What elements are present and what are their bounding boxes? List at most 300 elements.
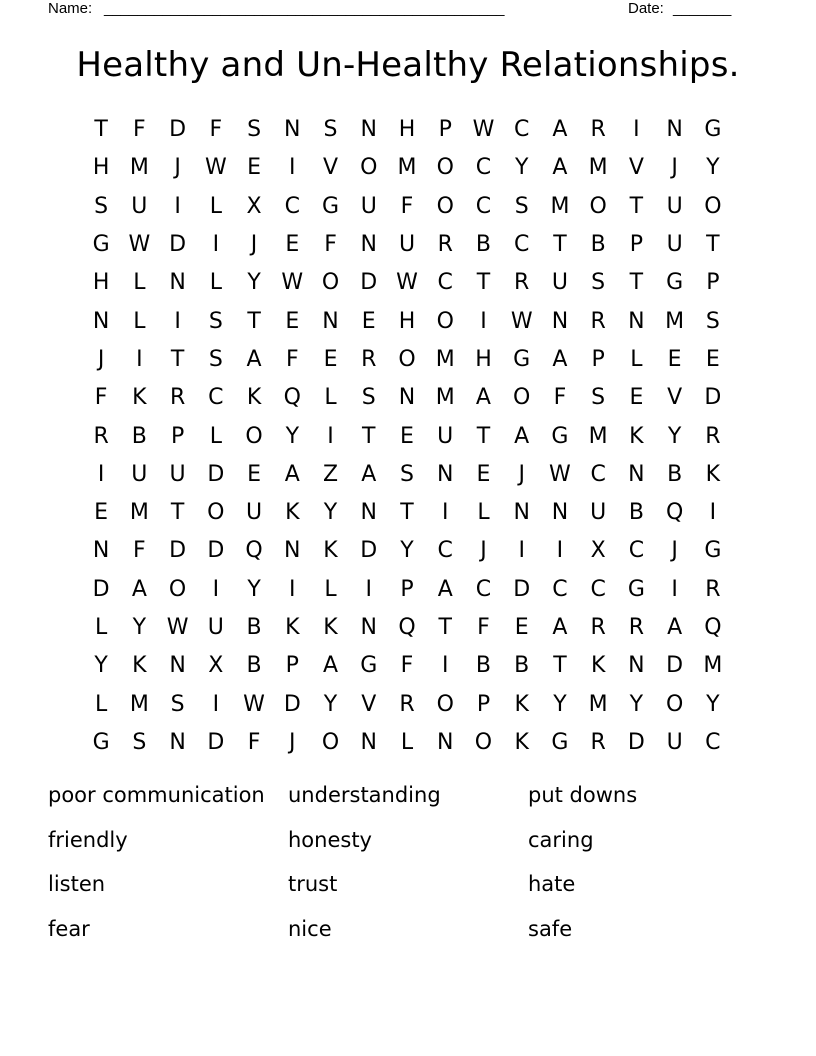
grid-letter: R: [705, 576, 721, 602]
word-list-item: safe: [528, 917, 573, 942]
grid-letter: R: [628, 615, 645, 640]
grid-row: [82, 379, 732, 417]
grid-letter: H: [92, 155, 110, 181]
grid-letter: I: [518, 538, 525, 564]
grid-row: [82, 111, 732, 149]
grid-letter: W: [128, 232, 151, 258]
grid-letter: O: [436, 193, 454, 219]
grid-letter: E: [94, 500, 109, 526]
grid-letter: M: [397, 155, 417, 181]
grid-letter: O: [360, 155, 378, 181]
grid-letter: C: [705, 729, 721, 755]
grid-letter: C: [514, 232, 530, 258]
grid-letter: A: [361, 461, 377, 487]
grid-letter: D: [283, 691, 301, 717]
grid-letter: K: [323, 615, 338, 640]
grid-letter: N: [360, 117, 377, 143]
grid-letter: L: [630, 346, 643, 372]
word-list-item: nice: [288, 917, 332, 942]
grid-letter: L: [477, 500, 490, 526]
grid-letter: K: [285, 500, 300, 526]
word-list-item: put downs: [528, 783, 638, 807]
grid-letter: V: [667, 385, 683, 411]
grid-letter: K: [705, 461, 721, 487]
grid-letter: B: [514, 653, 530, 679]
grid-letter: N: [322, 308, 339, 334]
grid-letter: T: [553, 232, 567, 258]
grid-letter: W: [243, 691, 265, 717]
grid-letter: P: [629, 232, 644, 258]
grid-letter: O: [168, 576, 187, 602]
grid-letter: U: [666, 193, 683, 219]
grid-letter: T: [553, 653, 567, 679]
grid-letter: E: [400, 423, 414, 449]
grid-letter: D: [360, 270, 378, 296]
grid-letter: A: [246, 346, 262, 372]
grid-letter: F: [133, 538, 146, 564]
grid-letter: H: [398, 117, 416, 143]
grid-letter: L: [324, 576, 337, 602]
grid-letter: P: [706, 270, 720, 296]
grid-letter: F: [477, 615, 490, 640]
grid-row: [82, 188, 732, 226]
grid-letter: M: [588, 155, 608, 181]
grid-letter: A: [552, 346, 568, 372]
grid-letter: H: [398, 308, 416, 334]
grid-letter: W: [472, 117, 495, 143]
grid-letter: I: [441, 653, 449, 679]
header: [48, 0, 748, 20]
grid-letter: R: [514, 270, 530, 296]
grid-letter: P: [476, 691, 491, 717]
grid-letter: S: [208, 346, 223, 372]
grid-letter: O: [245, 423, 263, 449]
grid-letter: S: [247, 117, 262, 143]
grid-letter: O: [321, 729, 340, 755]
grid-letter: C: [475, 576, 492, 602]
grid-letter: O: [321, 270, 340, 296]
grid-letter: W: [510, 308, 533, 334]
grid-letter: G: [551, 729, 569, 755]
grid-letter: O: [589, 193, 607, 219]
grid-row: [82, 647, 732, 685]
grid-letter: Y: [247, 576, 261, 602]
grid-letter: B: [667, 461, 683, 487]
name-line: ________________________________________________: [104, 0, 505, 17]
grid-letter: N: [360, 729, 377, 755]
grid-letter: R: [399, 691, 415, 717]
grid-letter: Y: [323, 691, 338, 717]
grid-letter: G: [92, 232, 110, 258]
grid-letter: Y: [285, 423, 300, 449]
word-list-item: understanding: [288, 783, 441, 807]
word-list-item: honesty: [288, 827, 372, 852]
grid-letter: K: [590, 653, 606, 679]
grid-letter: A: [284, 461, 300, 487]
grid-letter: J: [671, 538, 678, 564]
grid-letter: L: [324, 385, 337, 411]
grid-letter: G: [704, 538, 722, 564]
grid-letter: F: [285, 346, 299, 372]
grid-letter: E: [476, 461, 491, 487]
grid-letter: M: [435, 346, 455, 372]
grid-letter: K: [132, 385, 147, 411]
letter-grid: [82, 111, 732, 762]
grid-letter: S: [94, 193, 109, 219]
grid-letter: T: [170, 346, 185, 372]
grid-letter: Q: [283, 385, 301, 411]
grid-letter: D: [627, 729, 645, 755]
grid-letter: O: [704, 193, 722, 219]
grid-letter: D: [513, 576, 531, 602]
grid-row: [82, 226, 732, 264]
grid-letter: N: [551, 308, 569, 334]
grid-letter: I: [289, 576, 296, 602]
grid-letter: P: [285, 653, 299, 679]
grid-letter: L: [400, 729, 414, 755]
grid-letter: U: [666, 232, 683, 258]
grid-letter: A: [322, 653, 339, 679]
grid-letter: R: [590, 308, 606, 334]
grid-letter: U: [666, 729, 683, 755]
grid-letter: L: [133, 308, 146, 334]
grid-letter: S: [361, 385, 376, 411]
grid-letter: I: [633, 117, 640, 143]
grid-letter: T: [170, 500, 185, 526]
grid-letter: O: [474, 729, 493, 755]
word-list-item: trust: [288, 872, 338, 897]
grid-letter: N: [360, 615, 377, 640]
grid-letter: R: [705, 423, 721, 449]
grid-letter: K: [285, 615, 300, 640]
grid-letter: G: [627, 576, 645, 602]
grid-letter: A: [667, 615, 683, 640]
grid-letter: S: [132, 729, 147, 755]
grid-letter: U: [246, 500, 263, 526]
grid-letter: I: [480, 308, 487, 334]
grid-letter: M: [588, 691, 608, 717]
grid-letter: I: [365, 576, 372, 602]
grid-letter: A: [437, 576, 453, 602]
grid-letter: L: [209, 270, 222, 296]
word-list-item: poor communication: [48, 783, 265, 807]
grid-letter: E: [285, 308, 300, 334]
grid-letter: U: [398, 232, 416, 258]
grid-letter: J: [289, 729, 296, 755]
grid-letter: C: [552, 576, 568, 602]
grid-letter: J: [518, 461, 525, 487]
grid-letter: L: [209, 423, 222, 449]
grid-letter: M: [550, 193, 570, 219]
grid-letter: D: [704, 385, 722, 411]
grid-letter: R: [590, 117, 606, 143]
grid-letter: Z: [322, 461, 339, 487]
grid-row: [82, 532, 732, 570]
grid-letter: S: [170, 691, 185, 717]
grid-letter: N: [169, 729, 186, 755]
grid-letter: F: [400, 193, 414, 219]
grid-letter: J: [97, 346, 105, 372]
grid-letter: N: [513, 500, 530, 526]
grid-letter: U: [551, 270, 568, 296]
grid-letter: B: [590, 232, 606, 258]
grid-letter: E: [361, 308, 376, 334]
grid-letter: K: [514, 729, 529, 755]
grid-letter: B: [475, 232, 491, 258]
grid-letter: U: [131, 461, 148, 487]
grid-letter: V: [322, 155, 339, 181]
grid-letter: K: [246, 385, 262, 411]
grid-letter: G: [321, 193, 340, 219]
grid-letter: R: [361, 346, 377, 372]
grid-letter: J: [174, 155, 181, 181]
grid-row: [82, 685, 732, 723]
grid-letter: I: [97, 461, 105, 487]
grid-letter: T: [438, 615, 452, 640]
grid-row: [82, 724, 732, 762]
grid-letter: P: [591, 346, 605, 372]
grid-letter: T: [94, 117, 108, 143]
grid-letter: F: [400, 653, 414, 679]
grid-letter: O: [436, 155, 454, 181]
grid-letter: D: [207, 538, 225, 564]
grid-letter: C: [437, 270, 453, 296]
grid-letter: N: [169, 270, 186, 296]
word-list-item: friendly: [48, 827, 128, 852]
grid-letter: W: [396, 270, 418, 296]
grid-letter: S: [591, 270, 606, 296]
grid-letter: N: [284, 117, 301, 143]
grid-letter: N: [360, 500, 377, 526]
word-list-item: hate: [528, 872, 576, 897]
grid-letter: W: [166, 615, 189, 640]
grid-letter: S: [323, 117, 338, 143]
grid-letter: I: [174, 308, 181, 334]
word-list-item: fear: [48, 917, 90, 942]
grid-letter: T: [362, 423, 376, 449]
grid-letter: V: [628, 155, 644, 181]
grid-letter: O: [436, 691, 454, 717]
grid-letter: I: [212, 691, 220, 717]
grid-letter: U: [207, 615, 224, 640]
grid-row: [82, 302, 732, 340]
grid-letter: I: [212, 576, 220, 602]
grid-letter: C: [514, 117, 530, 143]
grid-letter: S: [208, 308, 223, 334]
grid-letter: J: [250, 232, 258, 258]
grid-letter: D: [666, 653, 684, 679]
grid-letter: A: [552, 615, 568, 640]
grid-letter: L: [94, 615, 108, 640]
grid-letter: R: [590, 729, 606, 755]
grid-letter: T: [629, 270, 644, 296]
grid-letter: D: [207, 729, 225, 755]
grid-letter: M: [129, 691, 149, 717]
grid-letter: J: [671, 155, 678, 181]
grid-letter: W: [204, 155, 227, 181]
grid-letter: E: [247, 155, 261, 181]
grid-letter: Y: [94, 653, 108, 679]
grid-letter: I: [327, 423, 334, 449]
grid-letter: Q: [665, 500, 684, 526]
grid-letter: I: [556, 538, 564, 564]
grid-letter: A: [552, 155, 568, 181]
grid-letter: B: [246, 653, 262, 679]
grid-letter: N: [398, 385, 416, 411]
grid-row: [82, 571, 732, 609]
grid-letter: T: [400, 500, 414, 526]
page-title: Healthy and Un-Healthy Relationships.: [76, 45, 740, 85]
grid-letter: G: [704, 117, 722, 143]
grid-letter: P: [170, 423, 185, 449]
grid-row: [82, 417, 732, 455]
grid-letter: G: [513, 346, 531, 372]
grid-letter: F: [553, 385, 567, 411]
grid-letter: B: [131, 423, 147, 449]
grid-letter: D: [360, 538, 378, 564]
grid-letter: S: [400, 461, 414, 487]
grid-letter: Y: [400, 538, 414, 564]
grid-letter: O: [513, 385, 531, 411]
grid-letter: O: [665, 691, 684, 717]
grid-letter: E: [667, 346, 682, 372]
grid-letter: Q: [245, 538, 263, 564]
grid-letter: F: [324, 232, 337, 258]
grid-letter: U: [437, 423, 454, 449]
grid-letter: M: [129, 155, 149, 181]
grid-letter: I: [136, 346, 143, 372]
grid-letter: C: [475, 193, 492, 219]
grid-letter: Q: [398, 615, 416, 640]
grid-letter: X: [246, 193, 262, 219]
grid-letter: C: [475, 155, 492, 181]
grid-letter: I: [709, 500, 717, 526]
date-label: Date:: [628, 0, 664, 17]
name-label: Name:: [48, 0, 93, 17]
grid-letter: Y: [247, 270, 261, 296]
grid-letter: A: [552, 117, 568, 143]
grid-letter: M: [588, 423, 608, 449]
grid-letter: Y: [514, 155, 529, 181]
grid-letter: D: [169, 232, 187, 258]
grid-letter: Y: [706, 691, 720, 717]
grid-letter: C: [208, 385, 224, 411]
grid-letter: S: [591, 385, 606, 411]
grid-letter: G: [92, 729, 110, 755]
grid-letter: N: [436, 461, 454, 487]
grid-row: [82, 609, 732, 647]
grid-letter: G: [551, 423, 569, 449]
grid-letter: C: [284, 193, 300, 219]
grid-letter: U: [169, 461, 186, 487]
grid-letter: Y: [132, 615, 147, 640]
grid-row: [82, 149, 732, 187]
grid-letter: H: [475, 346, 492, 372]
grid-letter: C: [590, 576, 606, 602]
grid-letter: T: [706, 232, 720, 258]
grid-letter: N: [551, 500, 569, 526]
grid-letter: A: [514, 423, 530, 449]
grid-letter: U: [590, 500, 607, 526]
grid-letter: W: [549, 461, 571, 487]
grid-letter: U: [360, 193, 377, 219]
grid-letter: N: [92, 538, 110, 564]
grid-letter: I: [212, 232, 220, 258]
grid-letter: Y: [323, 500, 338, 526]
grid-letter: L: [133, 270, 146, 296]
grid-letter: R: [590, 615, 606, 640]
grid-letter: N: [628, 653, 645, 679]
grid-letter: E: [285, 232, 300, 258]
grid-letter: N: [284, 538, 301, 564]
grid-letter: J: [480, 538, 487, 564]
grid-letter: M: [435, 385, 455, 411]
grid-letter: L: [94, 691, 108, 717]
date-line: _______: [673, 0, 732, 17]
grid-row: [82, 264, 732, 302]
grid-letter: N: [436, 729, 454, 755]
grid-letter: F: [209, 117, 223, 143]
grid-row: [82, 456, 732, 494]
grid-letter: S: [705, 308, 720, 334]
grid-letter: W: [281, 270, 304, 296]
grid-letter: R: [169, 385, 186, 411]
grid-letter: Y: [706, 155, 720, 181]
grid-letter: E: [705, 346, 720, 372]
grid-row: [82, 494, 732, 532]
grid-letter: V: [361, 691, 377, 717]
grid-letter: X: [590, 538, 606, 564]
grid-letter: N: [628, 461, 645, 487]
grid-letter: B: [475, 653, 491, 679]
grid-letter: R: [93, 423, 109, 449]
grid-letter: N: [628, 308, 645, 334]
grid-letter: I: [174, 193, 181, 219]
grid-letter: N: [169, 653, 186, 679]
grid-letter: I: [671, 576, 678, 602]
word-list-item: listen: [48, 872, 106, 897]
grid-letter: L: [209, 193, 222, 219]
grid-letter: K: [514, 691, 529, 717]
grid-letter: K: [323, 538, 338, 564]
grid-letter: T: [629, 193, 644, 219]
word-list: [48, 778, 768, 957]
grid-letter: O: [207, 500, 225, 526]
grid-letter: X: [208, 653, 224, 679]
grid-letter: C: [437, 538, 453, 564]
grid-letter: F: [94, 385, 108, 411]
grid-letter: T: [476, 423, 491, 449]
grid-letter: N: [92, 308, 110, 334]
grid-letter: O: [398, 346, 416, 372]
grid-letter: F: [133, 117, 146, 143]
grid-letter: T: [476, 270, 491, 296]
grid-letter: E: [629, 385, 644, 411]
grid-row: [82, 341, 732, 379]
grid-letter: E: [247, 461, 261, 487]
grid-letter: I: [441, 500, 449, 526]
grid-letter: T: [247, 308, 261, 334]
grid-letter: K: [629, 423, 644, 449]
grid-letter: M: [665, 308, 685, 334]
word-list-item: caring: [528, 827, 594, 852]
grid-letter: G: [360, 653, 378, 679]
grid-letter: Y: [553, 691, 567, 717]
grid-letter: D: [169, 117, 187, 143]
grid-letter: Y: [667, 423, 682, 449]
grid-letter: C: [628, 538, 645, 564]
grid-letter: E: [323, 346, 338, 372]
